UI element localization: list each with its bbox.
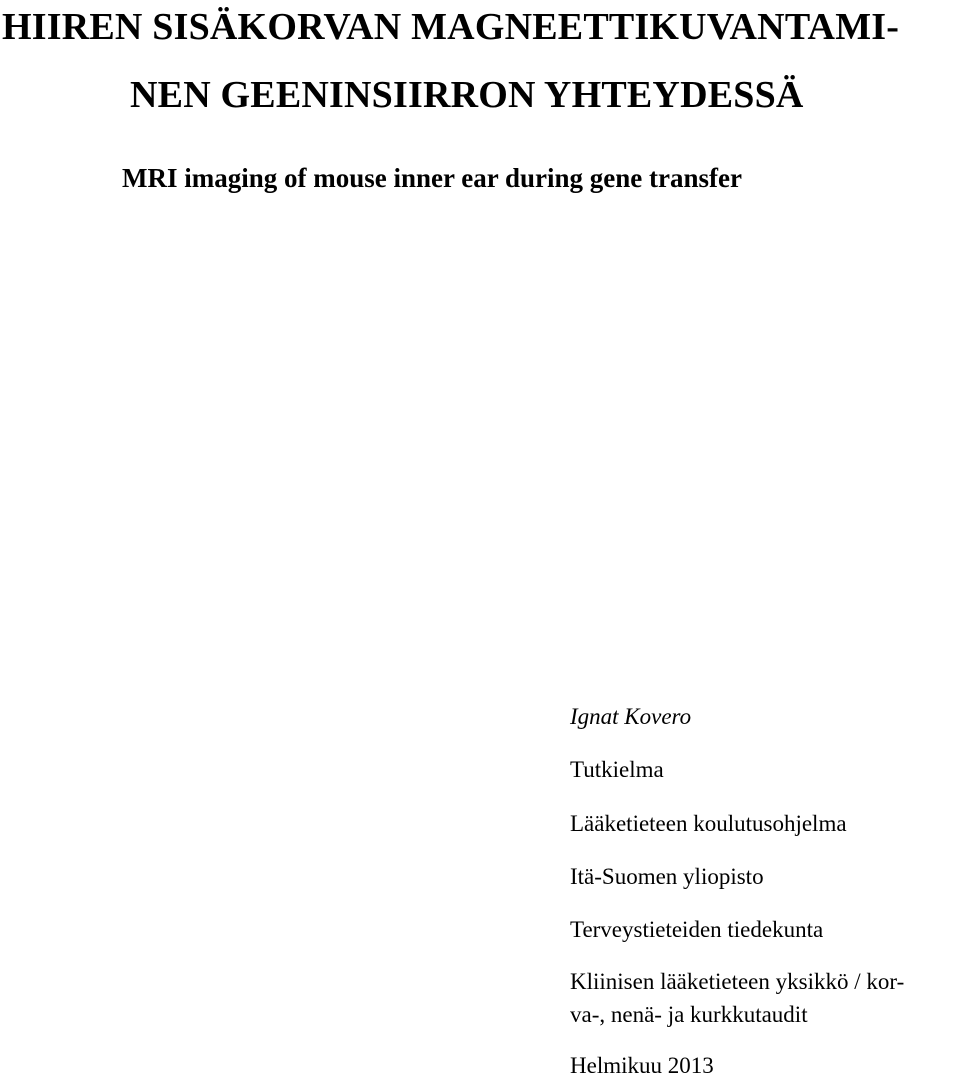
author-name: Ignat Kovero [570,704,692,729]
thesis-type: Tutkielma [570,757,664,782]
university-name: Itä-Suomen yliopisto [570,864,764,889]
publication-date: Helmikuu 2013 [570,1053,714,1078]
unit-name-line-1: Kliinisen lääketieteen yksikkö / kor- [570,969,905,994]
unit-name-line-2: va-, nenä- ja kurkkutaudit [570,1002,808,1027]
english-subtitle: MRI imaging of mouse inner ear during gene transfer [122,163,742,193]
title-line-2: NEN GEENINSIIRRON YHTEYDESSÄ [130,74,804,116]
faculty-name: Terveystieteiden tiedekunta [570,917,824,942]
title-line-1: HIIREN SISÄKORVAN MAGNEETTIKUVANTAMI- [2,6,900,48]
degree-program: Lääketieteen koulutusohjelma [570,811,847,836]
